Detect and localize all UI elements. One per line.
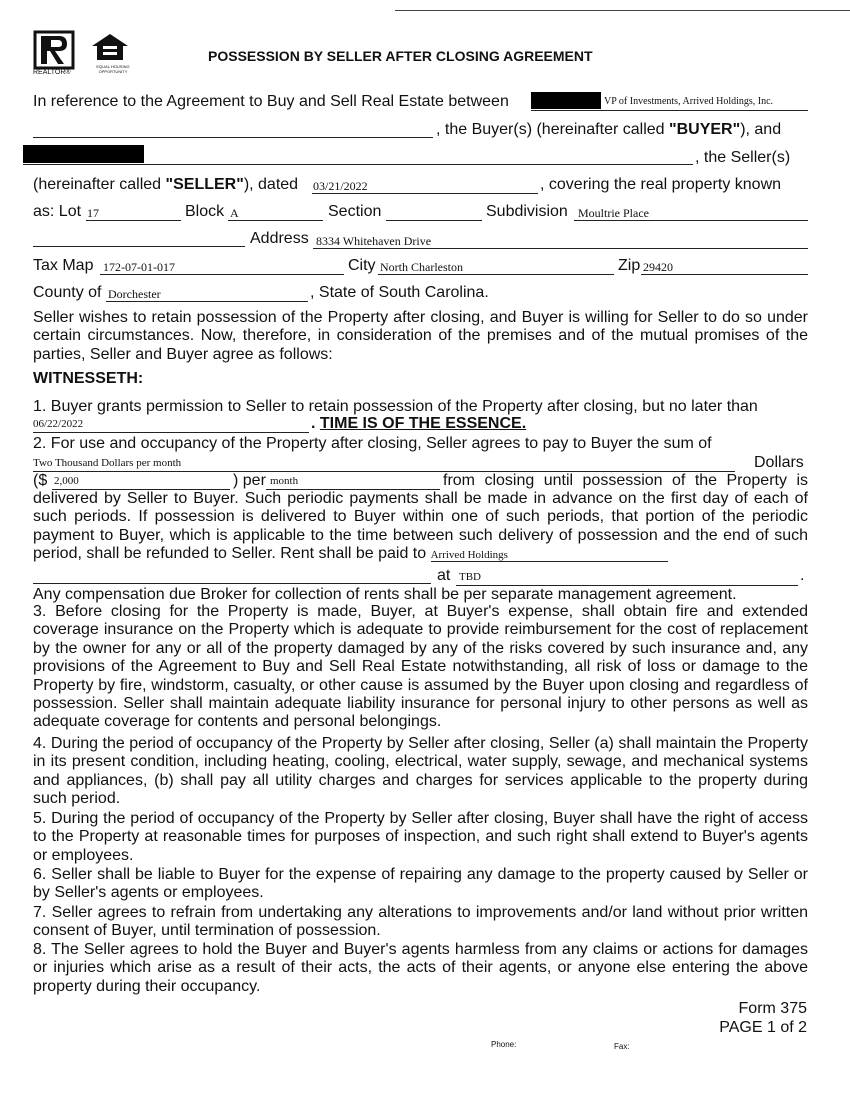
- phone-label: Phone:: [491, 1040, 517, 1049]
- intro-line1-text: In reference to the Agreement to Buy and Sell Real Estate between: [33, 93, 509, 110]
- lot-underline: [86, 220, 181, 221]
- city-label: City: [348, 257, 376, 274]
- seller-line: [23, 164, 693, 165]
- redacted-seller-block: [23, 145, 144, 163]
- amount-prefix: ($: [33, 472, 48, 489]
- county-value: Dorchester: [108, 287, 161, 301]
- top-rule: [395, 10, 850, 11]
- address-label: Address: [250, 230, 309, 247]
- fax-label: Fax:: [614, 1042, 630, 1051]
- buyer-label: [436, 121, 781, 139]
- time-of-essence-dot: .: [311, 415, 320, 432]
- clause-5-text: 5. During the period of occupancy of the Property by Seller after closing, Buyer shall have the right of access to the Property at reasonable times for purposes of inspection, and such right shall extend to Buyer's agents or employees.: [33, 810, 808, 864]
- realtor-logo-label: REALTOR®: [33, 69, 71, 76]
- period-value: month: [270, 475, 299, 487]
- amount-words-value: Two Thousand Dollars per month: [33, 457, 182, 469]
- tax-map-value: 172-07-01-017: [103, 260, 175, 274]
- address-value: 8334 Whitehaven Drive: [316, 234, 432, 248]
- seller-suffix: , the Seller(s): [695, 149, 791, 166]
- from-closing-text: from closing until possession of the Property is: [443, 472, 808, 489]
- page-title: POSSESSION BY SELLER AFTER CLOSING AGREEMENT: [208, 48, 593, 64]
- buyer-suffix-post: ), and: [740, 121, 782, 138]
- buyer-bold-label: "BUYER": [669, 121, 741, 138]
- dated-line: [33, 176, 298, 194]
- clause-1-text: 1. Buyer grants permission to Seller to retain possession of the Property after closing, but no later than: [33, 398, 758, 415]
- equal-housing-house-icon: [90, 32, 130, 62]
- tax-map-label: Tax Map: [33, 257, 94, 274]
- city-underline: [378, 274, 614, 275]
- address-underline: [313, 248, 808, 249]
- clause-1-date-value: 06/22/2022: [33, 418, 84, 430]
- section-label: Section: [328, 203, 382, 220]
- dated-underline: [312, 193, 538, 194]
- county-label: County of: [33, 284, 102, 301]
- at-label: at: [437, 567, 451, 584]
- dated-label: ), dated: [243, 176, 299, 193]
- clause-7-text: 7. Seller agrees to refrain from undertaking any alterations to improvements and/or land without prior written consent of Buyer, until termination of possession.: [33, 904, 808, 940]
- buyer-blank-line: [33, 137, 433, 138]
- address-blank-line: [33, 246, 245, 247]
- lot-label: as: Lot: [33, 203, 82, 220]
- at-period: .: [800, 567, 805, 584]
- equal-housing-logo: [90, 32, 136, 78]
- zip-label: Zip: [618, 257, 641, 274]
- dollars-label: Dollars: [754, 454, 804, 471]
- clause-2-body: [33, 490, 808, 565]
- seller-bold-label: "SELLER": [165, 176, 244, 193]
- zip-underline: [641, 274, 808, 275]
- subdivision-label: Subdivision: [486, 203, 568, 220]
- clause-1-date-underline: [33, 432, 309, 433]
- section-underline: [386, 220, 482, 221]
- clause-2-text: 2. For use and occupancy of the Property after closing, Seller agrees to pay to Buyer the sum of: [33, 435, 712, 452]
- redacted-buyer-block: [531, 92, 601, 109]
- city-value: North Charleston: [380, 260, 463, 274]
- preamble-paragraph: Seller wishes to retain possession of the Property after closing, and Buyer is willing for Seller to do so under certain circumstances. Now, therefore, in consideration of the premises and of the mutual promises of the parties, Seller and Buyer agree as follows:: [33, 309, 808, 363]
- dated-value: 03/21/2022: [313, 179, 368, 193]
- state-text: , State of South Carolina.: [310, 284, 489, 301]
- buyer-name-value: VP of Investments, Arrived Holdings, Inc.: [604, 96, 774, 107]
- time-of-essence: [311, 415, 526, 433]
- paid-to-blank-line: [33, 583, 431, 584]
- paid-to-value: Arrived Holdings: [431, 549, 668, 562]
- realtor-logo: [33, 30, 75, 78]
- hereinafter-pre: (hereinafter called: [33, 176, 166, 193]
- clause-8-text: 8. The Seller agrees to hold the Buyer and Buyer's agents harmless from any claims or actions for damages or injuries which arise as a result of their acts, the acts of their agents, or anyone else entering the above property during their occupancy.: [33, 941, 808, 995]
- equal-housing-label: EQUAL HOUSING OPPORTUNITY: [96, 64, 130, 74]
- subdivision-value: Moultrie Place: [578, 206, 649, 220]
- per-label: ) per: [233, 472, 266, 489]
- realtor-r-icon: [33, 30, 75, 70]
- tax-map-underline: [100, 274, 344, 275]
- clause-4-text: 4. During the period of occupancy of the Property by Seller after closing, Seller (a) shall maintain the Property in its present condition, including heating, cooling, electrical, water supply, sewage, and mechanical systems and appliances, (b) shall pay all utility charges and charges for services applicable to the property during such period.: [33, 735, 808, 808]
- buyer-line-underline: [531, 110, 808, 111]
- covering-text: , covering the real property known: [540, 176, 782, 193]
- clause-6-text: 6. Seller shall be liable to Buyer for the expense of repairing any damage to the property caused by Seller or by Seller's agents or employees.: [33, 866, 808, 902]
- county-underline: [106, 301, 308, 302]
- at-value: TBD: [459, 571, 481, 583]
- subdivision-underline: [574, 220, 808, 221]
- block-underline: [228, 220, 323, 221]
- witnesseth-heading: WITNESSETH:: [33, 370, 144, 387]
- zip-value: 29420: [643, 260, 673, 274]
- amount-value: 2,000: [54, 475, 79, 487]
- form-number: Form 375: [738, 1000, 807, 1017]
- block-value: A: [230, 206, 239, 220]
- page-number: PAGE 1 of 2: [719, 1019, 807, 1036]
- lot-value: 17: [87, 206, 99, 220]
- clause-3-text: 3. Before closing for the Property is made, Buyer, at Buyer's expense, shall obtain fire and extended coverage insurance on the Property which is adequate to provide reimbursement for the cost of replacement by the owner for any or all of the property damaged by any of the risks covered by such insurance and, any provisions of the Agreement to Buy and Sell Real Estate notwithstanding, all risk of loss or damage to the Property by fire, windstorm, casualty, or other cause is assumed by the Buyer upon closing and regardless of possession. Seller shall maintain adequate liability insurance for personal injury to other persons as well as adequate coverage for contents and personal belongings.: [33, 603, 808, 731]
- buyer-suffix-pre: , the Buyer(s) (hereinafter called: [436, 121, 669, 138]
- time-of-essence-text: TIME IS OF THE ESSENCE.: [319, 415, 527, 432]
- block-label: Block: [185, 203, 225, 220]
- compensation-text: Any compensation due Broker for collection of rents shall be per separate management agreement.: [33, 586, 737, 603]
- clause-2-body-text: delivered by Seller to Buyer. Such periodic payments shall be made in advance on the first day of each of such periods. If possession is delivered to Buyer within one of such periods, that portion of the periodic payment to Buyer, which is applicable to the time between such delivery of possession and the end of such period, shall be refunded to Seller. Rent shall be paid to: [33, 490, 808, 563]
